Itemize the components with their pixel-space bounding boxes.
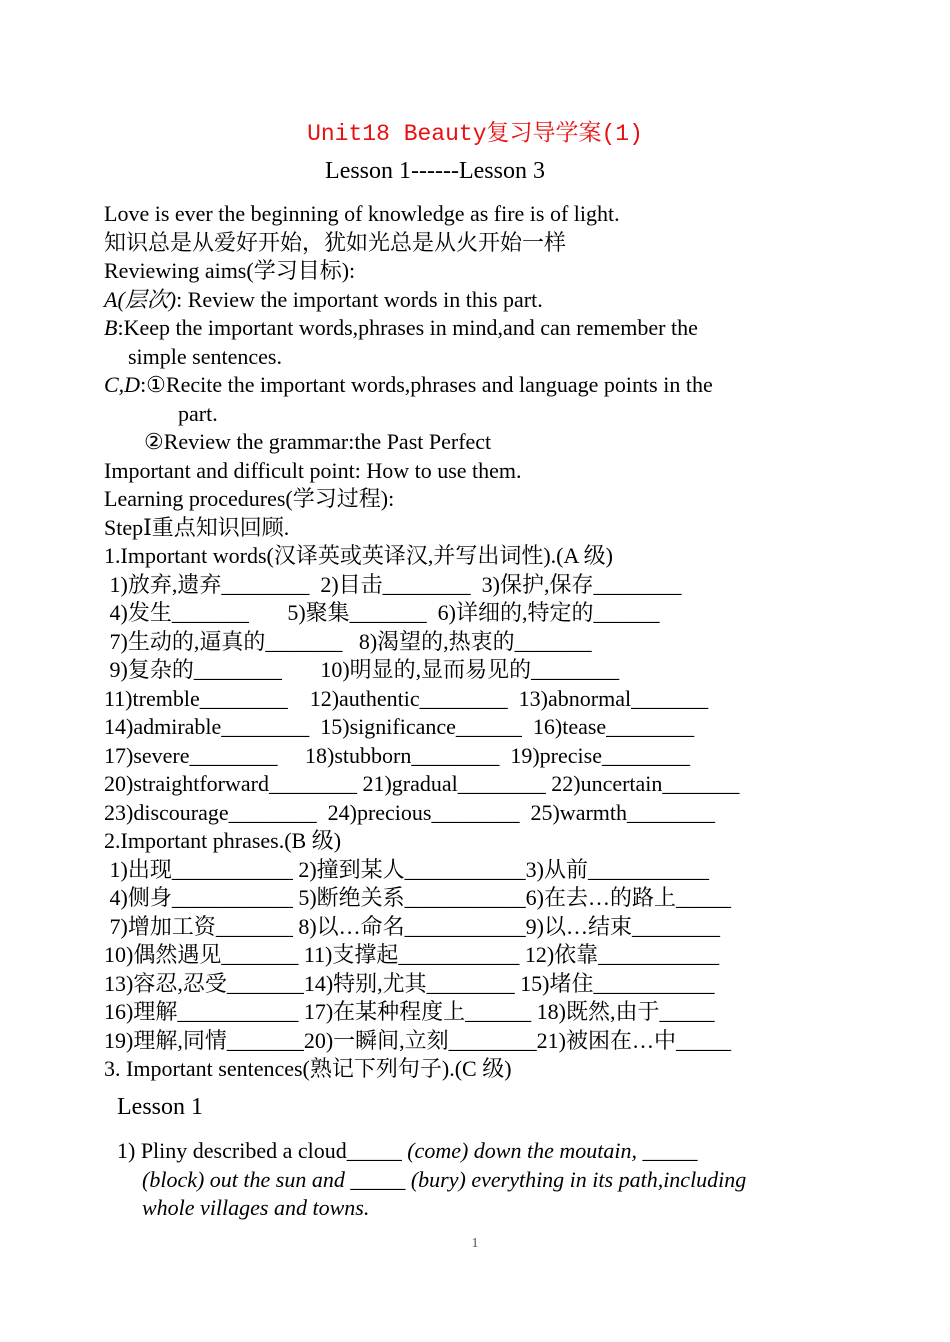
- sentences-heading: 3. Important sentences(熟记下列句子).(C 级): [104, 1056, 512, 1081]
- words-heading: 1.Important words(汉译英或英译汉,并写出词性).(A 级): [104, 543, 614, 568]
- aim-cd-grammar: ②Review the grammar:the Past Perfect: [144, 429, 492, 454]
- phrases-list: [104, 856, 864, 1056]
- list-item: 19)理解,同情_______20)一瞬间,立刻________21)被困在…中_____: [104, 1027, 731, 1053]
- aim-cd: [104, 371, 864, 400]
- list-item: 16)理解___________ 17)在某种程度上______ 18)既然,由于_____: [104, 999, 715, 1024]
- quote-chinese: 知识总是从爱好开始，犹如光总是从火开始一样: [104, 229, 567, 255]
- list-item: 1)放弃,遗弃________ 2)目击________ 3)保护,保存________: [104, 571, 682, 597]
- sentence-1-part: (come) down the moutain,: [407, 1138, 637, 1163]
- aim-cd-text: :①Recite the important words,phrases and language points in the: [140, 372, 713, 397]
- aim-b-text: :Keep the important words,phrases in mind,and can remember the: [117, 315, 698, 340]
- procedures-heading: Learning procedures(学习过程):: [104, 486, 395, 511]
- sentence-1-part: _____: [350, 1166, 411, 1192]
- sentence-1-part: (bury) everything in its path,including: [410, 1166, 747, 1192]
- quote-english: Love is ever the beginning of knowledge as fire is of light.: [104, 201, 620, 226]
- list-item: 13)容忍,忍受_______14)特别,尤其________ 15)堵住___________: [104, 970, 715, 996]
- sentence-1-line-3: whole villages and towns.: [142, 1195, 370, 1220]
- phrases-heading: 2.Important phrases.(B 级): [104, 828, 342, 853]
- aim-cd-continued: part.: [178, 400, 218, 426]
- sentence-1-part: 1) Pliny described a cloud_____: [117, 1138, 408, 1163]
- list-item: 7)生动的,逼真的_______ 8)渴望的,热衷的_______: [104, 628, 592, 654]
- words-list: [104, 571, 864, 828]
- page-title: Unit18 Beauty复习导学案(1): [307, 121, 643, 147]
- sentence-1: [117, 1137, 857, 1223]
- list-item: 4)发生_______ 5)聚集_______ 6)详细的,特定的______: [104, 600, 660, 625]
- sentence-1-line-1: [117, 1137, 857, 1166]
- aim-b-continued: simple sentences.: [128, 343, 282, 369]
- aim-b-label: B: [104, 315, 118, 340]
- list-item: 10)偶然遇见_______ 11)支撑起___________ 12)依靠___________: [104, 942, 720, 967]
- list-item: 1)出现___________ 2)撞到某人___________3)从前___________: [104, 856, 709, 882]
- sentence-1-part: (block) out the sun and: [142, 1166, 351, 1192]
- list-item: 11)tremble________ 12)authentic________ 13)abnormal_______: [104, 685, 709, 711]
- key-point: Important and difficult point: How to use them.: [104, 457, 522, 483]
- list-item: 14)admirable________ 15)significance______ 16)tease________: [104, 714, 695, 739]
- list-item: 9)复杂的________ 10)明显的,显而易见的________: [104, 657, 620, 682]
- aim-cd-label: C,D: [104, 372, 141, 397]
- step-one-heading: StepⅠ重点知识回顾.: [104, 514, 290, 540]
- list-item: 23)discourage________ 24)precious________ 25)warmth________: [104, 799, 716, 825]
- aim-a-label: A(层次): [104, 286, 177, 312]
- sentence-1-part: _____: [636, 1138, 698, 1163]
- lesson-label: Lesson 1: [117, 1094, 203, 1120]
- list-item: 4)侧身___________ 5)断绝关系___________6)在去…的路上_____: [104, 885, 731, 910]
- aims-heading: Reviewing aims(学习目标):: [104, 258, 356, 283]
- document-body: [104, 200, 864, 1084]
- aim-a: [104, 286, 864, 315]
- list-item: 17)severe________ 18)stubborn________ 19)precise________: [104, 742, 690, 768]
- page-number: 1: [471, 1236, 479, 1251]
- aim-b: [104, 314, 864, 343]
- list-item: 20)straightforward________ 21)gradual________ 22)uncertain_______: [104, 771, 740, 796]
- aim-a-text: : Review the important words in this part.: [176, 286, 543, 312]
- list-item: 7)增加工资_______ 8)以…命名___________9)以…结束________: [104, 913, 720, 939]
- sentence-1-line-2: [117, 1166, 857, 1195]
- page-subtitle: Lesson 1------Lesson 3: [325, 158, 545, 184]
